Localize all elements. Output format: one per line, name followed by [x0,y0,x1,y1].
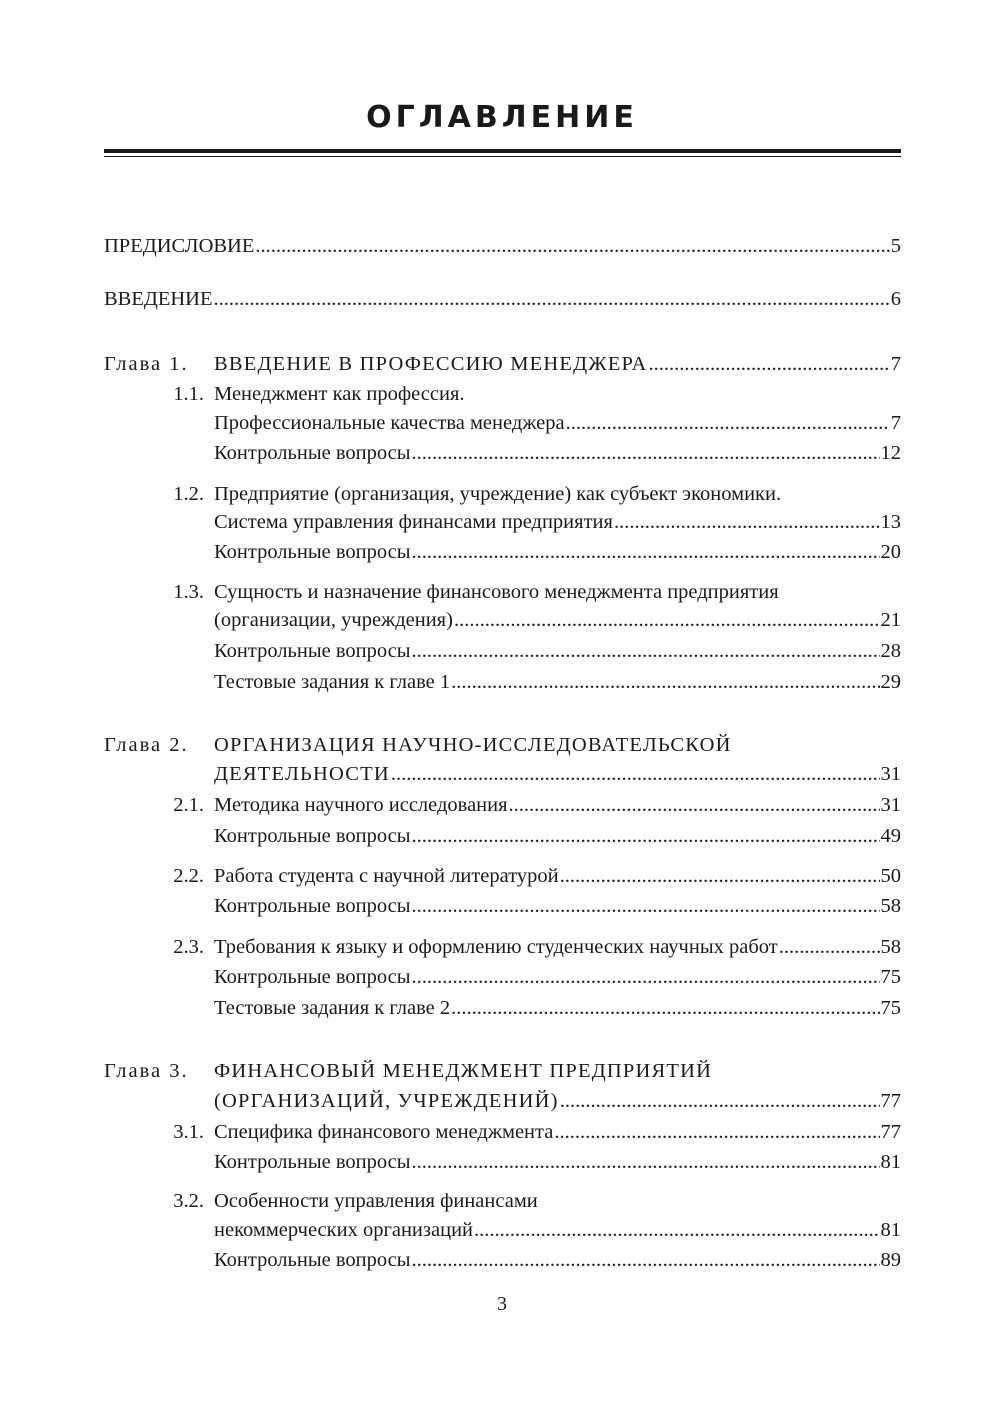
toc-entry-label: ПРЕДИСЛОВИЕ [104,235,255,257]
toc-entry-section-1-2[interactable] [214,508,901,536]
page-number: 3 [497,1293,507,1315]
toc-entry-section-1-1[interactable] [214,409,901,437]
toc-entry-label: Контрольные вопросы [214,1151,411,1173]
toc-page-number: 6 [890,288,901,310]
section-number: 2.3. [173,936,204,958]
leader-dots [412,538,880,566]
section-title-line: Профессиональные качества менеджера [214,412,565,434]
leader-dots [454,606,880,634]
toc-entry-chapter-test[interactable] [214,994,901,1022]
title-rule-thin [104,156,901,157]
toc-entry-label: Тестовые задания к главе 2 [214,997,451,1019]
section-title-line: (организации, учреждения) [214,609,453,631]
toc-page-number: 81 [880,1151,901,1173]
leader-dots [509,791,880,819]
toc-entry-label: Контрольные вопросы [214,895,411,917]
leader-dots [391,760,880,788]
section-number: 1.1. [173,383,204,405]
section-title-line: Менеджмент как профессия. [214,383,465,405]
toc-entry-review-questions[interactable] [214,637,901,665]
toc-entry-label: Контрольные вопросы [214,1249,411,1271]
leader-dots [412,892,880,920]
toc-entry-label: Контрольные вопросы [214,966,411,988]
toc-page-number: 75 [880,966,901,988]
toc-page-number: 77 [880,1090,901,1112]
toc-entry-section-2-1[interactable] [214,791,901,819]
leader-dots [554,1118,879,1146]
leader-dots [451,994,879,1022]
toc-page-number: 49 [880,825,901,847]
toc-page-number: 12 [880,442,901,464]
chapter-title: (ОРГАНИЗАЦИЙ, УЧРЕЖДЕНИЙ) [214,1090,559,1112]
leader-dots [614,508,880,536]
toc-page-number: 31 [880,794,901,816]
toc-entry-section-2-2[interactable] [214,862,901,890]
toc-entry-preface[interactable] [104,232,901,260]
title-rule-thick [104,149,901,153]
toc-page-number: 50 [880,865,901,887]
toc-page-number: 31 [880,763,901,785]
toc-entry-review-questions[interactable] [214,963,901,991]
toc-entry-label: Требования к языку и оформлению студенческих научных работ [214,936,778,958]
toc-page-number: 75 [880,997,901,1019]
chapter-title: ФИНАНСОВЫЙ МЕНЕДЖМЕНТ ПРЕДПРИЯТИЙ [214,1060,713,1082]
chapter-title: ДЕЯТЕЛЬНОСТИ [214,763,390,785]
toc-page-number: 5 [890,235,901,257]
toc-entry-review-questions[interactable] [214,439,901,467]
toc-page-number: 28 [880,640,901,662]
toc-entry-label: Контрольные вопросы [214,442,411,464]
page-title: ОГЛАВЛЕНИЕ [366,100,638,135]
toc-entry-chapter-3[interactable] [214,1087,901,1115]
toc-entry-section-3-1[interactable] [214,1118,901,1146]
toc-page-number: 89 [880,1249,901,1271]
leader-dots [412,1246,880,1274]
toc-page-number: 21 [880,609,901,631]
leader-dots [412,1148,880,1176]
toc-entry-label: Контрольные вопросы [214,825,411,847]
leader-dots [412,439,880,467]
leader-dots [412,637,880,665]
toc-entry-review-questions[interactable] [214,892,901,920]
section-number: 3.1. [173,1121,204,1143]
toc-entry-label: ВВЕДЕНИЕ [104,288,213,310]
section-number: 2.1. [173,794,204,816]
toc-page-number: 20 [880,541,901,563]
chapter-3-label: Глава 3. [104,1060,189,1082]
leader-dots [566,409,890,437]
section-title-line: Особенности управления финансами [214,1190,538,1212]
chapter-title: ВВЕДЕНИЕ В ПРОФЕССИЮ МЕНЕДЖЕРА [214,353,648,375]
section-number: 1.3. [173,581,204,603]
section-number: 1.2. [173,483,204,505]
toc-entry-chapter-1[interactable] [214,350,901,378]
toc-entry-section-2-3[interactable] [214,933,901,961]
toc-entry-review-questions[interactable] [214,1246,901,1274]
toc-page-number: 13 [880,511,901,533]
leader-dots [779,933,880,961]
chapter-1-label: Глава 1. [104,353,189,375]
toc-entry-label: Контрольные вопросы [214,541,411,563]
toc-entry-review-questions[interactable] [214,822,901,850]
toc-page-number: 7 [890,412,901,434]
section-number: 2.2. [173,865,204,887]
chapter-2-label: Глава 2. [104,734,189,756]
toc-entry-intro[interactable] [104,285,901,313]
section-title-line: Система управления финансами предприятия [214,511,613,533]
section-title-line: Сущность и назначение финансового менеджмента предприятия [214,581,779,603]
leader-dots [451,668,879,696]
toc-entry-label: Тестовые задания к главе 1 [214,671,451,693]
toc-entry-label: Специфика финансового менеджмента [214,1121,554,1143]
toc-page-number: 81 [880,1219,901,1241]
toc-page-number: 77 [880,1121,901,1143]
section-title-line: некоммерческих организаций [214,1219,474,1241]
toc-entry-section-3-2[interactable] [214,1216,901,1244]
toc-entry-chapter-test[interactable] [214,668,901,696]
toc-entry-chapter-2[interactable] [214,760,901,788]
leader-dots [649,350,890,378]
leader-dots [255,232,889,260]
section-title-line: Предприятие (организация, учреждение) как субъект экономики. [214,483,782,505]
toc-entry-label: Контрольные вопросы [214,640,411,662]
leader-dots [560,1087,880,1115]
toc-entry-label: Работа студента с научной литературой [214,865,559,887]
toc-page-number: 58 [880,895,901,917]
leader-dots [214,285,890,313]
toc-page-number: 58 [880,936,901,958]
toc-entry-review-questions[interactable] [214,538,901,566]
toc-entry-review-questions[interactable] [214,1148,901,1176]
leader-dots [412,963,880,991]
toc-page-number: 7 [890,353,901,375]
leader-dots [474,1216,879,1244]
toc-page-number: 29 [880,671,901,693]
toc-entry-label: Методика научного исследования [214,794,508,816]
chapter-title: ОРГАНИЗАЦИЯ НАУЧНО-ИССЛЕДОВАТЕЛЬСКОЙ [214,734,732,756]
toc-entry-section-1-3[interactable] [214,606,901,634]
leader-dots [412,822,880,850]
leader-dots [560,862,880,890]
section-number: 3.2. [173,1190,204,1212]
